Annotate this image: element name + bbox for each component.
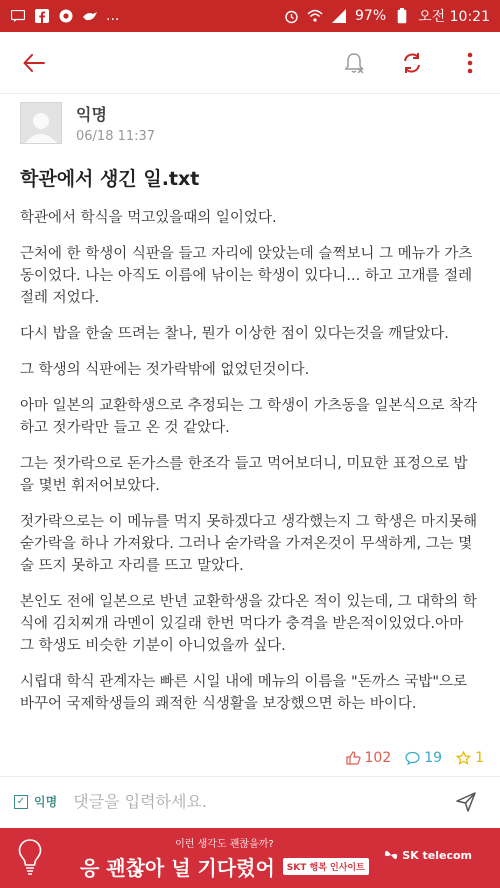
wifi-icon [307, 8, 323, 24]
author-row [20, 94, 480, 146]
comment-input[interactable] [73, 792, 450, 811]
user-silhouette-icon [21, 107, 61, 143]
paragraph: 다시 밥을 한술 뜨려는 찰나, 뭔가 이상한 점이 있다는것을 깨달았다. [20, 326, 449, 342]
signal-icon [331, 8, 347, 24]
anonymous-label: 익명 [34, 795, 58, 809]
scrap-count: 1 [475, 750, 484, 766]
ad-headline: 응 괜찮아 널 기다렸어 [80, 856, 275, 880]
paragraph: 젓가락으로는 이 메뉴를 먹지 못하겠다고 생각했는지 그 학생은 마지못해 숟가락을 하나 가져왔다. 그러나 숟가락을 가져온것이 무색하게, 그는 몇 술 뜨지 못하고 자리를 뜨고 말았다. [20, 514, 478, 574]
scrap-stat[interactable] [456, 750, 484, 766]
paragraph: 근처에 한 학생이 식판을 들고 자리에 앉았는데 슬쩍보니 그 메뉴가 가츠동이었다. 나는 아직도 이름에 낚이는 학생이 있다니... 하고 고개를 절레절레 저었다. [20, 246, 473, 306]
comment-count: 19 [424, 750, 443, 766]
clock: 오전 10:21 [418, 9, 490, 25]
ad-subline: 이런 생각도 괜찮을까? [175, 839, 274, 850]
status-bar [0, 0, 500, 32]
refresh-icon[interactable] [396, 47, 428, 79]
message-icon [10, 8, 26, 24]
facebook-icon [34, 8, 50, 24]
battery-percent: 97% [355, 8, 387, 24]
star-icon [456, 751, 471, 765]
post [0, 94, 500, 715]
post-stats [346, 750, 484, 766]
paragraph: 시립대 학식 관계자는 빠른 시일 내에 메뉴의 이름을 "돈까스 국밥"으로 바꾸어 국제학생들의 쾌적한 식생활을 보장했으면 하는 바이다. [20, 674, 468, 712]
avatar[interactable] [20, 102, 62, 144]
comment-stat[interactable] [405, 750, 442, 766]
notification-off-icon[interactable] [338, 47, 370, 79]
like-count: 102 [364, 750, 392, 766]
battery-icon [394, 8, 410, 24]
lightbulb-icon [17, 838, 43, 878]
like-stat[interactable] [346, 750, 392, 766]
ad-tag: SKT 행복 인사이트 [283, 858, 369, 875]
paragraph: 본인도 전에 일본으로 반년 교환학생을 갔다온 적이 있는데, 그 대학의 학식에 김치찌개 라멘이 있길래 한번 먹다가 충격을 받은적이있었다.아마 그 학생도 비슷한 기분이 아니었을까 싶다. [20, 594, 477, 654]
paragraph: 그는 젓가락으로 돈가스를 한조각 들고 먹어보더니, 미묘한 표정으로 밥을 몇번 휘저어보았다. [20, 456, 468, 494]
send-icon[interactable] [450, 786, 482, 818]
paragraph: 아마 일본의 교환학생으로 추정되는 그 학생이 가츠동을 일본식으로 착각하고 젓가락만 들고 온 것 같았다. [20, 398, 478, 436]
comment-bar [0, 776, 500, 826]
thumbs-up-icon [346, 751, 361, 765]
author-name: 익명 [76, 105, 107, 124]
ad-brand: SK telecom [402, 848, 472, 862]
checkbox-checked-icon[interactable]: ✓ [14, 795, 28, 809]
app-bar [0, 32, 500, 94]
anonymous-toggle[interactable] [14, 793, 57, 810]
back-arrow-icon[interactable] [18, 47, 50, 79]
comment-bubble-icon [405, 751, 420, 765]
alarm-icon [283, 8, 299, 24]
sk-telecom-logo [384, 848, 472, 862]
more-notifications: ... [106, 8, 120, 24]
post-date: 06/18 11:37 [76, 129, 156, 144]
sk-butterfly-icon [384, 848, 398, 862]
bird-icon [82, 8, 98, 24]
more-vert-icon[interactable] [454, 47, 486, 79]
post-body [20, 207, 480, 715]
ad-banner[interactable] [0, 828, 500, 888]
paragraph: 그 학생의 식판에는 젓가락밖에 없었던것이다. [20, 362, 310, 378]
chrome-icon [58, 8, 74, 24]
paragraph: 학관에서 학식을 먹고있을때의 일이었다. [20, 210, 277, 226]
post-title: 학관에서 생긴 일.txt [20, 168, 200, 190]
